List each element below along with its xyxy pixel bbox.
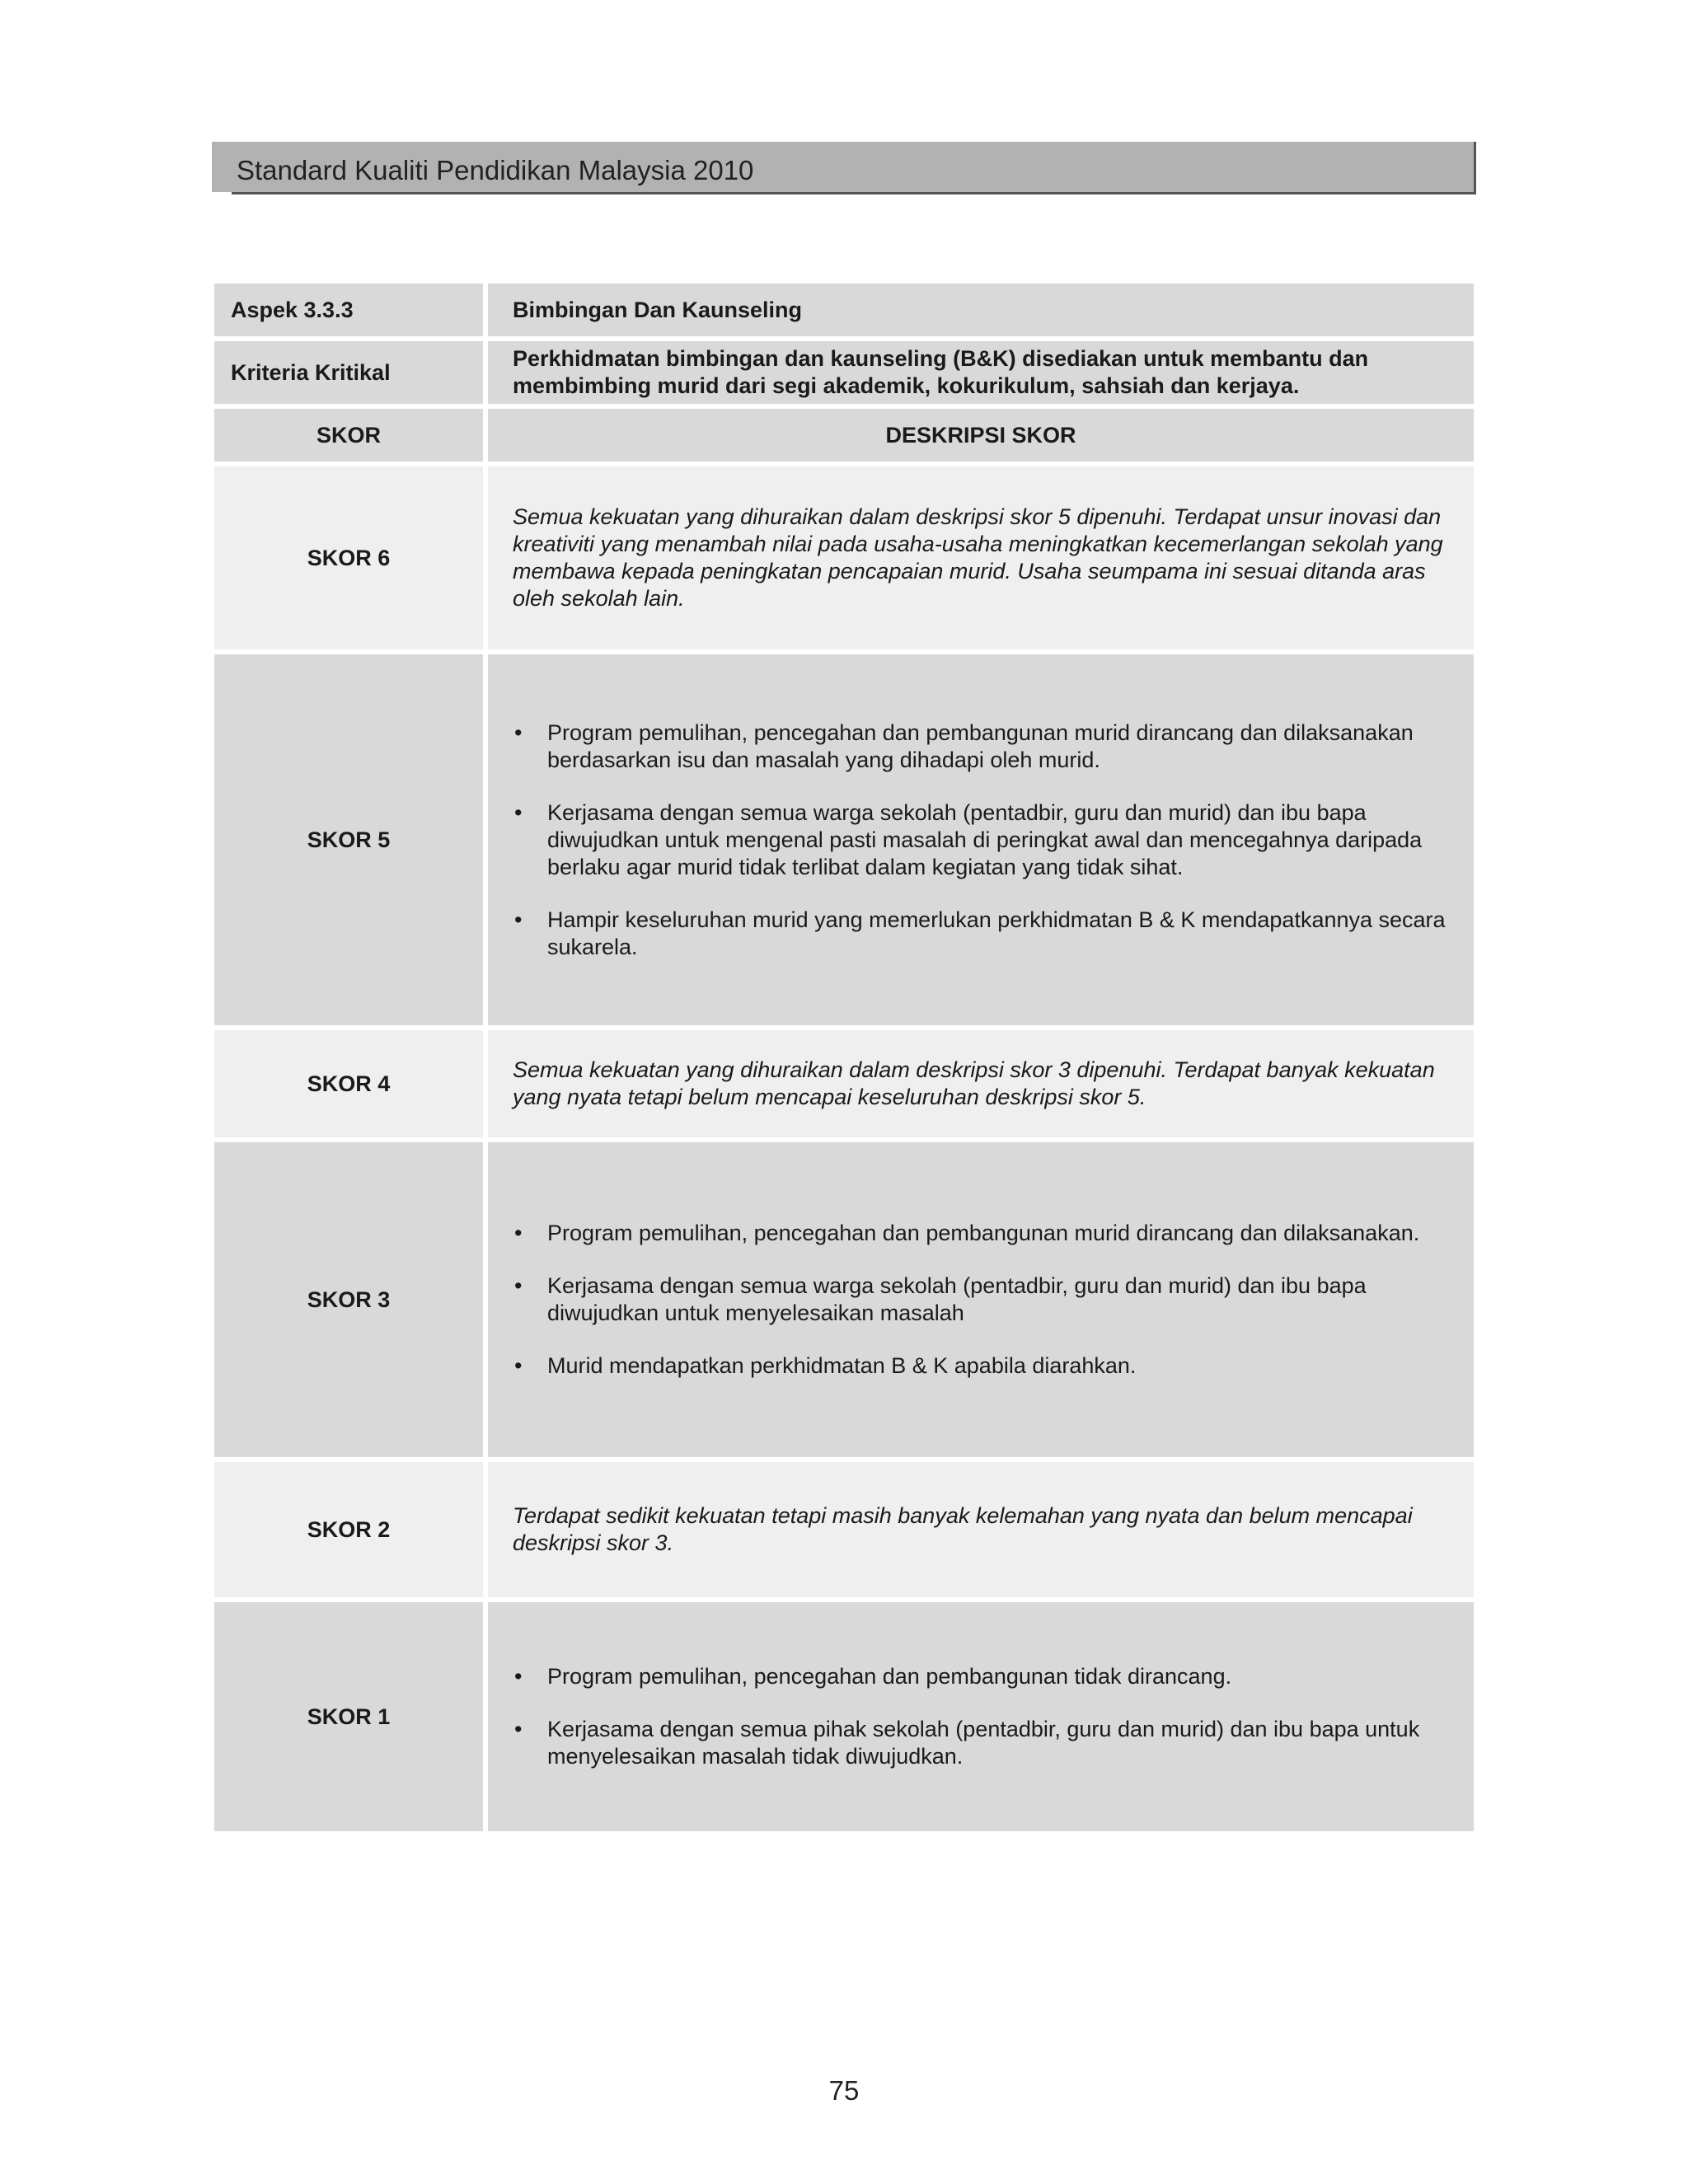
column-header-skor: SKOR [214,409,483,462]
aspek-row [214,284,1474,336]
score-description: Terdapat sedikit kekuatan tetapi masih banyak kelemahan yang nyata dan belum mencapai deskripsi skor 3. [488,1462,1474,1597]
bullet-list [513,1220,1449,1380]
score-row [214,1030,1474,1137]
bullet-text: Kerjasama dengan semua warga sekolah (pentadbir, guru dan murid) dan ibu bapa diwujudkan untuk mengenal pasti masalah di peringkat awal dan mencegahnya daripada berlaku agar murid tidak terlibat dalam kegiatan yang tidak sihat. [547,799,1423,879]
score-label: SKOR 6 [214,466,483,649]
bullet-icon: • [514,1353,523,1378]
column-header-deskripsi: DESKRIPSI SKOR [488,409,1474,462]
bullet-icon: • [514,1273,523,1298]
bullet-item [513,907,1449,961]
score-label: SKOR 2 [214,1462,483,1597]
bullet-icon: • [514,719,523,745]
bullet-item [513,1220,1449,1247]
bullet-text: Kerjasama dengan semua warga sekolah (pentadbir, guru dan murid) dan ibu bapa diwujudkan untuk menyelesaikan masalah [547,1273,1367,1325]
score-label: SKOR 4 [214,1030,483,1137]
score-row [214,1462,1474,1597]
bullet-item [513,1272,1449,1327]
aspek-value: Bimbingan Dan Kaunseling [488,284,1474,336]
score-label: SKOR 3 [214,1142,483,1457]
score-label: SKOR 1 [214,1602,483,1831]
bullet-item [513,1663,1449,1690]
column-header-row [214,409,1474,462]
bullet-item [513,1352,1449,1380]
bullet-icon: • [514,1717,523,1741]
bullet-text: Kerjasama dengan semua pihak sekolah (pentadbir, guru dan murid) dan ibu bapa untuk menyelesaikan masalah tidak diwujudkan. [547,1717,1420,1769]
score-row [214,654,1474,1025]
document-header [212,142,1476,194]
kriteria-label: Kriteria Kritikal [214,341,483,404]
bullet-text: Program pemulihan, pencegahan dan pembangunan murid dirancang dan dilaksanakan. [547,1221,1420,1245]
score-description: Semua kekuatan yang dihuraikan dalam deskripsi skor 3 dipenuhi. Terdapat banyak kekuatan yang nyata tetapi belum mencapai keseluruhan deskripsi skor 5. [488,1030,1474,1137]
bullet-item [513,719,1449,774]
score-description: Semua kekuatan yang dihuraikan dalam deskripsi skor 5 dipenuhi. Terdapat unsur inovasi dan kreativiti yang menambah nilai pada usaha-usaha meningkatkan kecemerlangan sekolah yang membawa kepada peningkatan pencapaian murid. Usaha seumpama ini sesuai ditanda aras oleh sekolah lain. [488,466,1474,649]
score-rubric-table [209,279,1479,1836]
bullet-list [513,1663,1449,1770]
bullet-item [513,1716,1449,1770]
bullet-icon: • [514,907,523,932]
bullet-list [513,719,1449,961]
bullet-icon: • [514,799,523,825]
score-description [488,1142,1474,1457]
page-number: 75 [828,2075,860,2106]
kriteria-row [214,341,1474,404]
document-title: Standard Kualiti Pendidikan Malaysia 2010 [237,155,754,185]
bullet-icon: • [514,1664,523,1689]
bullet-text: Murid mendapatkan perkhidmatan B & K apabila diarahkan. [547,1353,1137,1378]
header-divider [212,192,232,194]
bullet-icon: • [514,1221,523,1245]
kriteria-value: Perkhidmatan bimbingan dan kaunseling (B&K) disediakan untuk membantu dan membimbing murid dari segi akademik, kokurikulum, sahsiah dan kerjaya. [488,341,1474,404]
score-row [214,1142,1474,1457]
bullet-text: Program pemulihan, pencegahan dan pembangunan tidak dirancang. [547,1664,1232,1689]
score-row [214,1602,1474,1831]
bullet-item [513,799,1449,881]
score-row [214,466,1474,649]
bullet-text: Program pemulihan, pencegahan dan pembangunan murid dirancang dan dilaksanakan berdasarkan isu dan masalah yang dihadapi oleh murid. [547,719,1414,772]
aspek-label: Aspek 3.3.3 [214,284,483,336]
bullet-text: Hampir keseluruhan murid yang memerlukan perkhidmatan B & K mendapatkannya secara sukarela. [547,907,1446,959]
score-description [488,654,1474,1025]
score-description [488,1602,1474,1831]
score-label: SKOR 5 [214,654,483,1025]
